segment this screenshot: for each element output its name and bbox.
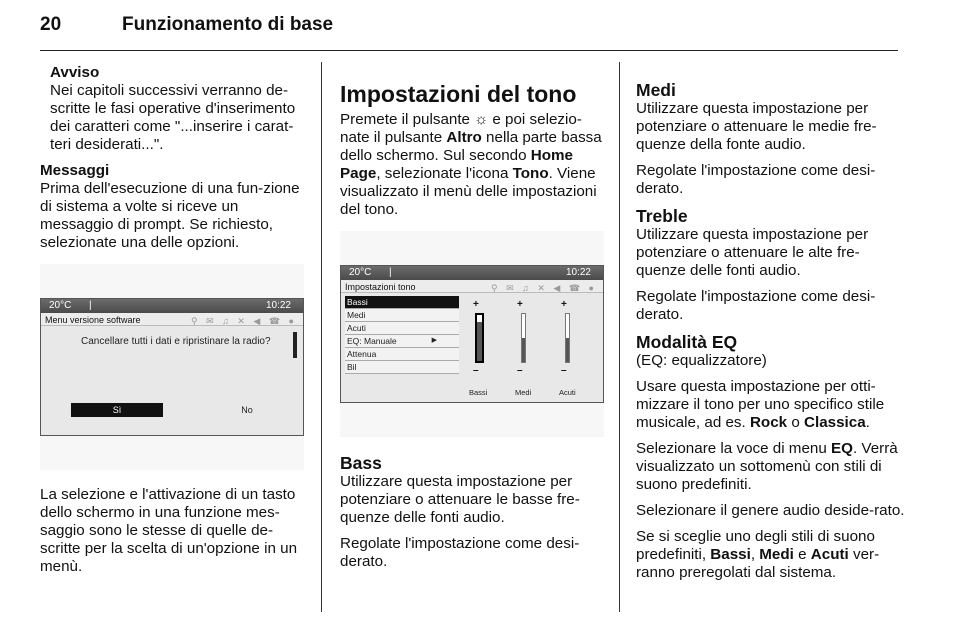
tone-menu bbox=[345, 296, 459, 374]
bass-slider[interactable]: + – bbox=[467, 299, 491, 377]
eq-text: Usare questa impostazione per otti-mizzare il tono per uno specifico stile musicale, ad es. Rock o Classica. bbox=[636, 378, 885, 431]
clock: 10:22 bbox=[565, 267, 591, 278]
menu-item-bil[interactable]: Bil bbox=[345, 361, 459, 374]
treble-title: Treble bbox=[636, 206, 688, 226]
medi-text: Utilizzare questa impostazione per potenziare o attenuare le medie fre-quenze della fonte audio. bbox=[636, 100, 877, 153]
dialog-question: Cancellare tutti i dati e ripristinare la radio? bbox=[81, 336, 271, 347]
page-number: 20 bbox=[40, 14, 62, 35]
intro-text: Premete il pulsante ☼ e poi selezio-nate il pulsante Altro nella parte bassa dello schermo. Sul secondo Home Page, selezionate l'icona Tono. Viene visualizzato il menù delle impostazioni del tono. bbox=[340, 111, 602, 218]
section-heading: Impostazioni del tono bbox=[340, 81, 577, 107]
status-icons: ⚲ ✉ ♫ ✕ ◀ ☎ ● bbox=[191, 316, 297, 326]
treble-text: Utilizzare questa impostazione per potenziare o attenuare le alte fre-quenze delle fonti audio. bbox=[636, 226, 869, 279]
menu-title: Impostazioni tono bbox=[345, 282, 416, 292]
yes-button[interactable]: Sì bbox=[71, 403, 163, 417]
notice-title: Avviso bbox=[50, 64, 100, 81]
temperature: 20°C bbox=[49, 300, 72, 311]
messages-title: Messaggi bbox=[40, 162, 110, 179]
bass-text: Utilizzare questa impostazione per potenziare o attenuare le basse fre-quenze delle fonti audio. bbox=[340, 473, 580, 526]
bass-adjust-text: Regolate l'impostazione come desi-derato. bbox=[340, 535, 580, 570]
settings-icon: ☼ bbox=[474, 111, 489, 128]
menu-item-acuti[interactable]: Acuti bbox=[345, 322, 459, 335]
treble-adjust-text: Regolate l'impostazione come desi-derato. bbox=[636, 288, 876, 323]
menu-item-bassi[interactable]: Bassi bbox=[345, 296, 459, 309]
treble-slider[interactable]: + – bbox=[555, 299, 579, 377]
menu-item-eq[interactable]: EQ: Manuale ▶ bbox=[345, 335, 459, 348]
mid-slider[interactable]: + – bbox=[511, 299, 535, 377]
notice-text: Nei capitoli successivi verranno de-scritte le fasi operative d'inserimento dei caratteri come "...inserire i carat-teri desiderati...". bbox=[50, 82, 296, 153]
column-middle bbox=[340, 80, 604, 579]
mid-slider-fill bbox=[522, 338, 525, 362]
column-left bbox=[40, 64, 306, 584]
dialog-area bbox=[41, 326, 303, 435]
status-icons: ⚲ ✉ ♫ ✕ ◀ ☎ ● bbox=[491, 283, 597, 293]
slider-label-acuti: Acuti bbox=[559, 388, 576, 397]
tone-panel bbox=[341, 293, 603, 402]
medi-title: Medi bbox=[636, 80, 676, 100]
messages-text: Prima dell'esecuzione di una fun-zione di sistema a volte si riceve un messaggio di prompt. Se richiesto, selezionate una delle opzioni. bbox=[40, 180, 300, 251]
status-separator: | bbox=[389, 267, 392, 278]
slider-label-bassi: Bassi bbox=[469, 388, 488, 397]
eq-choose-text: Selezionare il genere audio deside-rato. bbox=[636, 502, 905, 519]
tone-screenshot bbox=[340, 231, 604, 437]
bass-slider-fill bbox=[477, 322, 482, 361]
status-bar bbox=[41, 299, 303, 313]
menu-item-attenua[interactable]: Attenua bbox=[345, 348, 459, 361]
menu-title: Menu versione software bbox=[45, 315, 141, 325]
column-divider bbox=[321, 62, 322, 612]
infotainment-screen bbox=[340, 265, 604, 403]
header-divider bbox=[40, 50, 898, 51]
temperature: 20°C bbox=[349, 267, 372, 278]
column-divider bbox=[619, 62, 620, 612]
submenu-arrow-icon: ▶ bbox=[431, 337, 437, 344]
column-right bbox=[636, 80, 906, 590]
bass-title: Bass bbox=[340, 453, 382, 473]
status-separator: | bbox=[89, 300, 92, 311]
medi-adjust-text: Regolate l'impostazione come desi-derato. bbox=[636, 162, 876, 197]
notice-box bbox=[40, 64, 306, 154]
message-screenshot bbox=[40, 264, 304, 470]
page-title: Funzionamento di base bbox=[122, 14, 334, 35]
selection-text: La selezione e l'attivazione di un tasto dello schermo in una funzione mes-saggio sono le stesse di quelle de-scritte per la scelta di un'opzione in un menù. bbox=[40, 486, 298, 575]
eq-preset-text: Se si sceglie uno degli stili di suono predefiniti, Bassi, Medi e Acuti ver-ranno preregolati dal sistema. bbox=[636, 528, 880, 581]
clock: 10:22 bbox=[265, 300, 291, 311]
no-button[interactable]: No bbox=[241, 405, 253, 415]
status-bar bbox=[341, 266, 603, 280]
infotainment-screen bbox=[40, 298, 304, 436]
eq-subtitle: (EQ: equalizzatore) bbox=[636, 352, 767, 369]
menu-title-bar bbox=[41, 313, 303, 326]
scrollbar[interactable] bbox=[293, 332, 297, 358]
treble-slider-fill bbox=[566, 338, 569, 362]
eq-select-text: Selezionare la voce di menu EQ. Verrà visualizzato un sottomenù con stili di suono predefiniti. bbox=[636, 440, 898, 493]
eq-title: Modalità EQ bbox=[636, 332, 738, 352]
menu-item-medi[interactable]: Medi bbox=[345, 309, 459, 322]
slider-label-medi: Medi bbox=[515, 388, 532, 397]
menu-title-bar bbox=[341, 280, 603, 293]
